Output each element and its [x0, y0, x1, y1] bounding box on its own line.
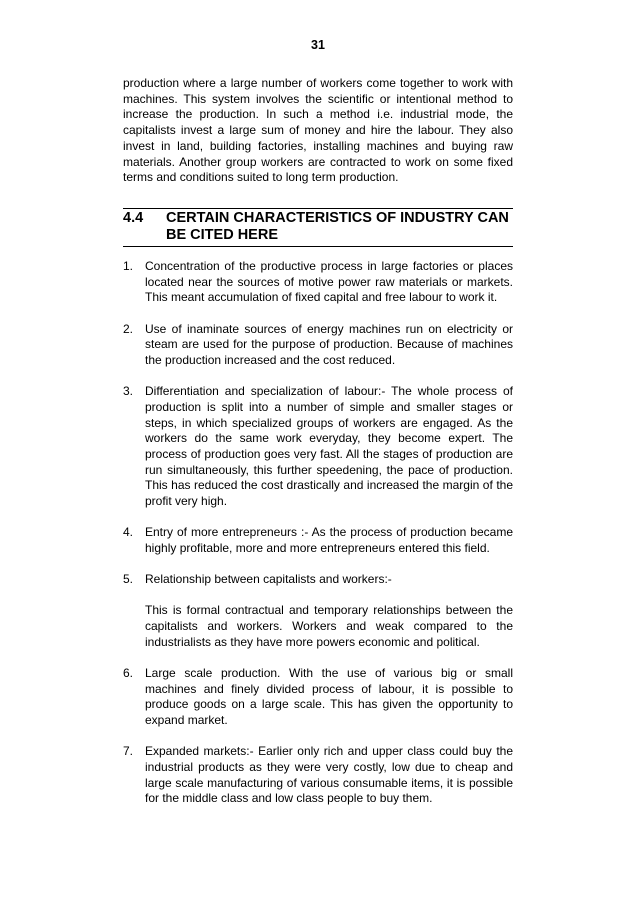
list-item: [123, 525, 513, 556]
list-item-number: 1.: [123, 259, 134, 273]
list-item-subparagraph: This is formal contractual and temporary relationships between the capitalists and workers. Workers and weak compared to the industrialists as they have more powers economic and political.: [145, 603, 513, 649]
list-item-text: Expanded markets:- Earlier only rich and upper class could buy the industrial products as they were very costly, low due to cheap and large scale manufacturing of various consumable items, it is possible for the middle class and low class people to buy them.: [145, 744, 513, 806]
list-item-number: 3.: [123, 384, 134, 399]
list-item: [123, 744, 513, 807]
list-item-text: Concentration of the productive process in large factories or places located near the sources of motive power raw materials or markets. This meant accumulation of fixed capital and free labour to work it.: [145, 259, 513, 305]
list-item: [123, 322, 513, 369]
page-number: 31: [311, 38, 325, 52]
section-heading: [123, 208, 513, 247]
list-item: [123, 384, 513, 510]
intro-paragraph: production where a large number of workers come together to work with machines. This system involves the scientific or intentional method to increase the production. In such a method i.e. industrial mode, the capitalists invest a large sum of money and hire the labour. They also invest in land, building factories, installing machines and buying raw materials. Another group workers are contracted to work on some fixed terms and conditions suited to long term production.: [123, 76, 513, 185]
section-title: CERTAIN CHARACTERISTICS OF INDUSTRY CAN BE CITED HERE: [166, 210, 509, 243]
list-item-text: Relationship between capitalists and workers:-: [145, 572, 392, 587]
section-number: 4.4: [123, 210, 144, 226]
list-item: [123, 572, 513, 650]
list-item: [123, 666, 513, 729]
list-item-number: 4.: [123, 525, 134, 540]
list-item-number: 6.: [123, 666, 134, 681]
list-item-text: Use of inaminate sources of energy machines run on electricity or steam are used for the purpose of production. Because of machines the production increased and the cost reduced.: [145, 321, 513, 368]
characteristics-list: [123, 259, 513, 823]
list-item-number: 2.: [123, 321, 134, 336]
list-item-number: 5.: [123, 572, 134, 587]
list-item-text: Entry of more entrepreneurs :- As the process of production became highly profitable, more and more entrepreneurs entered this field.: [145, 525, 513, 556]
list-item-text: Differentiation and specialization of labour:- The whole process of production is split into a number of simple and smaller stages or steps, in which specialized groups of workers are engaged. As the workers do the same work everyday, they become expert. The process of production goes very fast. All the stages of production are run simultaneously, this further speedening, the pace of production. This has reduced the cost drastically and increased the margin of the profit very high.: [145, 384, 513, 509]
list-item-text: Large scale production. With the use of various big or small machines and finely divided process of labour, it is possible to produce goods on a large scale. This has given the opportunity to expand market.: [145, 666, 513, 728]
list-item: [123, 259, 513, 306]
list-item-number: 7.: [123, 744, 134, 759]
